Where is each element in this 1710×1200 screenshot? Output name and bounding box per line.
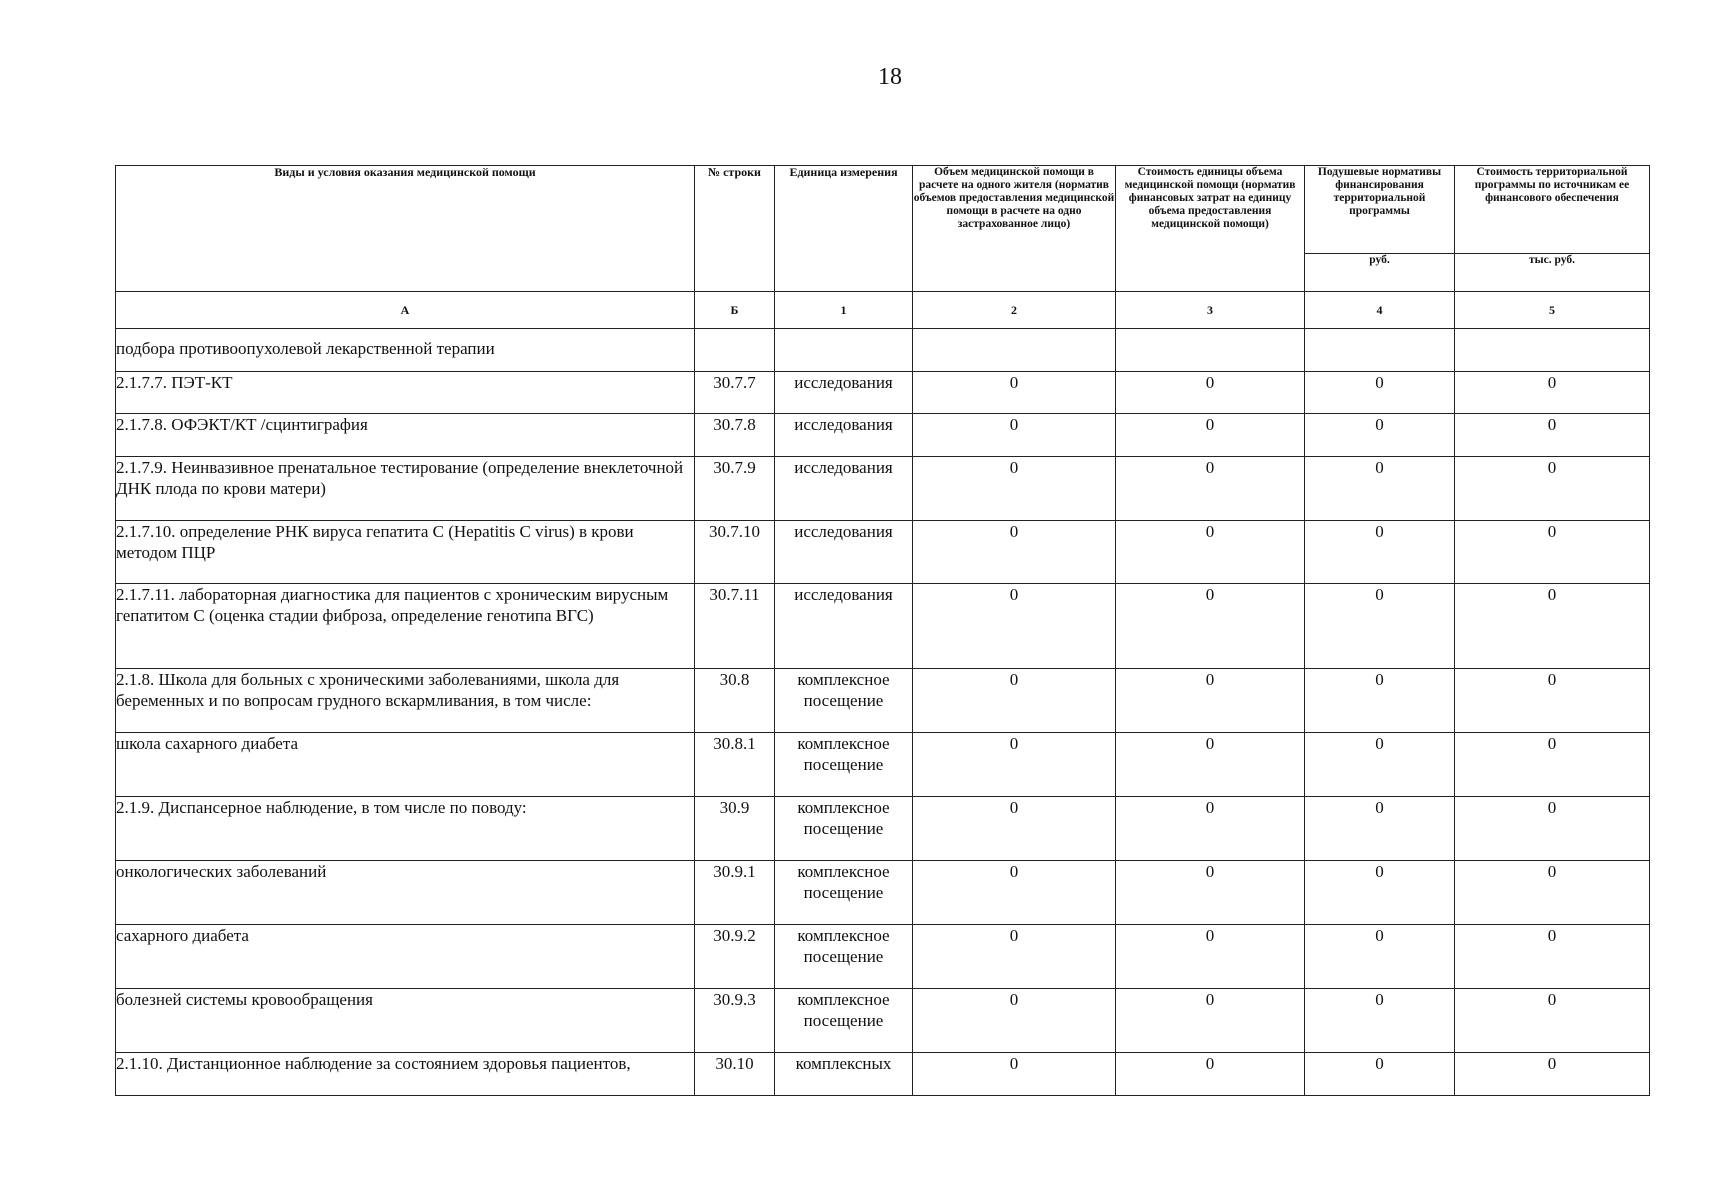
row-description: 2.1.7.9. Неинвазивное пренатальное тестирование (определение внеклеточной ДНК плода по крови матери): [116, 457, 695, 521]
row-program-cost: 0: [1455, 989, 1650, 1053]
table-row: [116, 861, 1650, 925]
row-program-cost: 0: [1455, 414, 1650, 457]
row-number: 30.8.1: [695, 733, 775, 797]
row-number: 30.7.9: [695, 457, 775, 521]
column-index-row: [116, 292, 1650, 329]
column-index: 1: [775, 292, 913, 329]
row-description: онкологических заболеваний: [116, 861, 695, 925]
row-description: 2.1.9. Диспансерное наблюдение, в том числе по поводу:: [116, 797, 695, 861]
row-description: подбора противоопухолевой лекарственной терапии: [116, 329, 695, 372]
row-volume: 0: [913, 414, 1116, 457]
row-program-cost: 0: [1455, 521, 1650, 584]
row-description: 2.1.7.10. определение РНК вируса гепатита С (Hepatitis C virus) в крови методом ПЦР: [116, 521, 695, 584]
table-row: [116, 1053, 1650, 1096]
row-per-capita: 0: [1305, 669, 1455, 733]
row-per-capita: 0: [1305, 521, 1455, 584]
row-volume: 0: [913, 521, 1116, 584]
row-description: сахарного диабета: [116, 925, 695, 989]
row-volume: 0: [913, 457, 1116, 521]
row-unit: исследования: [775, 521, 913, 584]
row-per-capita: 0: [1305, 372, 1455, 414]
row-unit-cost: 0: [1116, 797, 1305, 861]
row-unit-cost: 0: [1116, 414, 1305, 457]
row-number: 30.10: [695, 1053, 775, 1096]
row-unit-cost: 0: [1116, 733, 1305, 797]
table-row: [116, 457, 1650, 521]
row-description: 2.1.7.8. ОФЭКТ/КТ /сцинтиграфия: [116, 414, 695, 457]
row-per-capita: 0: [1305, 861, 1455, 925]
row-number: 30.9.3: [695, 989, 775, 1053]
header-volume: Объем медицинской помощи в расчете на одного жителя (норматив объемов предоставления медицинской помощи в расчете на одно застрахованное лицо): [913, 166, 1116, 292]
row-unit: комплексное посещение: [775, 733, 913, 797]
table-row: [116, 733, 1650, 797]
row-program-cost: 0: [1455, 372, 1650, 414]
row-unit: комплексное посещение: [775, 669, 913, 733]
column-index: 5: [1455, 292, 1650, 329]
row-unit: комплексное посещение: [775, 861, 913, 925]
row-number: 30.7.10: [695, 521, 775, 584]
header-per-capita-unit: руб.: [1305, 254, 1455, 292]
row-unit: комплексное посещение: [775, 797, 913, 861]
row-program-cost: 0: [1455, 584, 1650, 669]
row-volume: 0: [913, 669, 1116, 733]
row-unit: [775, 329, 913, 372]
row-volume: 0: [913, 372, 1116, 414]
row-unit: исследования: [775, 372, 913, 414]
row-program-cost: 0: [1455, 1053, 1650, 1096]
row-unit: комплексных: [775, 1053, 913, 1096]
row-unit: комплексное посещение: [775, 989, 913, 1053]
column-index: 2: [913, 292, 1116, 329]
column-index: 4: [1305, 292, 1455, 329]
row-number: 30.9.2: [695, 925, 775, 989]
row-volume: 0: [913, 733, 1116, 797]
header-row-number: № строки: [695, 166, 775, 292]
header-care-types: Виды и условия оказания медицинской помощи: [116, 166, 695, 292]
row-unit: исследования: [775, 414, 913, 457]
row-unit-cost: 0: [1116, 584, 1305, 669]
row-volume: [913, 329, 1116, 372]
row-unit-cost: 0: [1116, 1053, 1305, 1096]
table-row: [116, 925, 1650, 989]
row-per-capita: 0: [1305, 457, 1455, 521]
row-description: 2.1.8. Школа для больных с хроническими заболеваниями, школа для беременных и по вопросам грудного вскармливания, в том числе:: [116, 669, 695, 733]
header-unit: Единица измерения: [775, 166, 913, 292]
row-description: 2.1.10. Дистанционное наблюдение за состоянием здоровья пациентов,: [116, 1053, 695, 1096]
row-per-capita: 0: [1305, 584, 1455, 669]
row-number: 30.7.8: [695, 414, 775, 457]
row-volume: 0: [913, 925, 1116, 989]
row-unit-cost: 0: [1116, 861, 1305, 925]
row-number: 30.9.1: [695, 861, 775, 925]
row-unit-cost: 0: [1116, 521, 1305, 584]
row-per-capita: [1305, 329, 1455, 372]
row-per-capita: 0: [1305, 414, 1455, 457]
row-number: 30.7.11: [695, 584, 775, 669]
row-unit-cost: 0: [1116, 372, 1305, 414]
row-unit-cost: [1116, 329, 1305, 372]
row-per-capita: 0: [1305, 733, 1455, 797]
row-number: 30.7.7: [695, 372, 775, 414]
row-unit-cost: 0: [1116, 669, 1305, 733]
table-row: [116, 584, 1650, 669]
row-description: 2.1.7.11. лабораторная диагностика для пациентов с хроническим вирусным гепатитом С (оценка стадии фиброза, определение генотипа ВГС): [116, 584, 695, 669]
table-row: [116, 669, 1650, 733]
medical-care-table: [115, 165, 1650, 1096]
row-description: школа сахарного диабета: [116, 733, 695, 797]
row-number: 30.9: [695, 797, 775, 861]
row-program-cost: 0: [1455, 733, 1650, 797]
row-per-capita: 0: [1305, 1053, 1455, 1096]
row-unit: комплексное посещение: [775, 925, 913, 989]
row-volume: 0: [913, 989, 1116, 1053]
row-program-cost: 0: [1455, 669, 1650, 733]
row-unit-cost: 0: [1116, 989, 1305, 1053]
row-description: болезней системы кровообращения: [116, 989, 695, 1053]
column-index: 3: [1116, 292, 1305, 329]
table-row: [116, 797, 1650, 861]
row-volume: 0: [913, 861, 1116, 925]
table-row: [116, 372, 1650, 414]
column-index: А: [116, 292, 695, 329]
row-unit-cost: 0: [1116, 925, 1305, 989]
row-program-cost: 0: [1455, 925, 1650, 989]
column-index: Б: [695, 292, 775, 329]
table-row: [116, 414, 1650, 457]
row-volume: 0: [913, 797, 1116, 861]
table-row: [116, 989, 1650, 1053]
header-program-cost-unit: тыс. руб.: [1455, 254, 1650, 292]
row-program-cost: 0: [1455, 457, 1650, 521]
table-row: [116, 329, 1650, 372]
row-unit: исследования: [775, 457, 913, 521]
row-program-cost: [1455, 329, 1650, 372]
row-program-cost: 0: [1455, 861, 1650, 925]
table-row: [116, 521, 1650, 584]
row-number: [695, 329, 775, 372]
row-unit: исследования: [775, 584, 913, 669]
page-number: 18: [878, 64, 902, 90]
row-per-capita: 0: [1305, 925, 1455, 989]
header-program-cost: Стоимость территориальной программы по источникам ее финансового обеспечения: [1455, 166, 1650, 254]
row-volume: 0: [913, 1053, 1116, 1096]
row-program-cost: 0: [1455, 797, 1650, 861]
header-unit-cost: Стоимость единицы объема медицинской помощи (норматив финансовых затрат на единицу объема предоставления медицинской помощи): [1116, 166, 1305, 292]
row-per-capita: 0: [1305, 797, 1455, 861]
row-volume: 0: [913, 584, 1116, 669]
row-unit-cost: 0: [1116, 457, 1305, 521]
row-description: 2.1.7.7. ПЭТ-КТ: [116, 372, 695, 414]
header-per-capita: Подушевые нормативы финансирования территориальной программы: [1305, 166, 1455, 254]
row-per-capita: 0: [1305, 989, 1455, 1053]
row-number: 30.8: [695, 669, 775, 733]
